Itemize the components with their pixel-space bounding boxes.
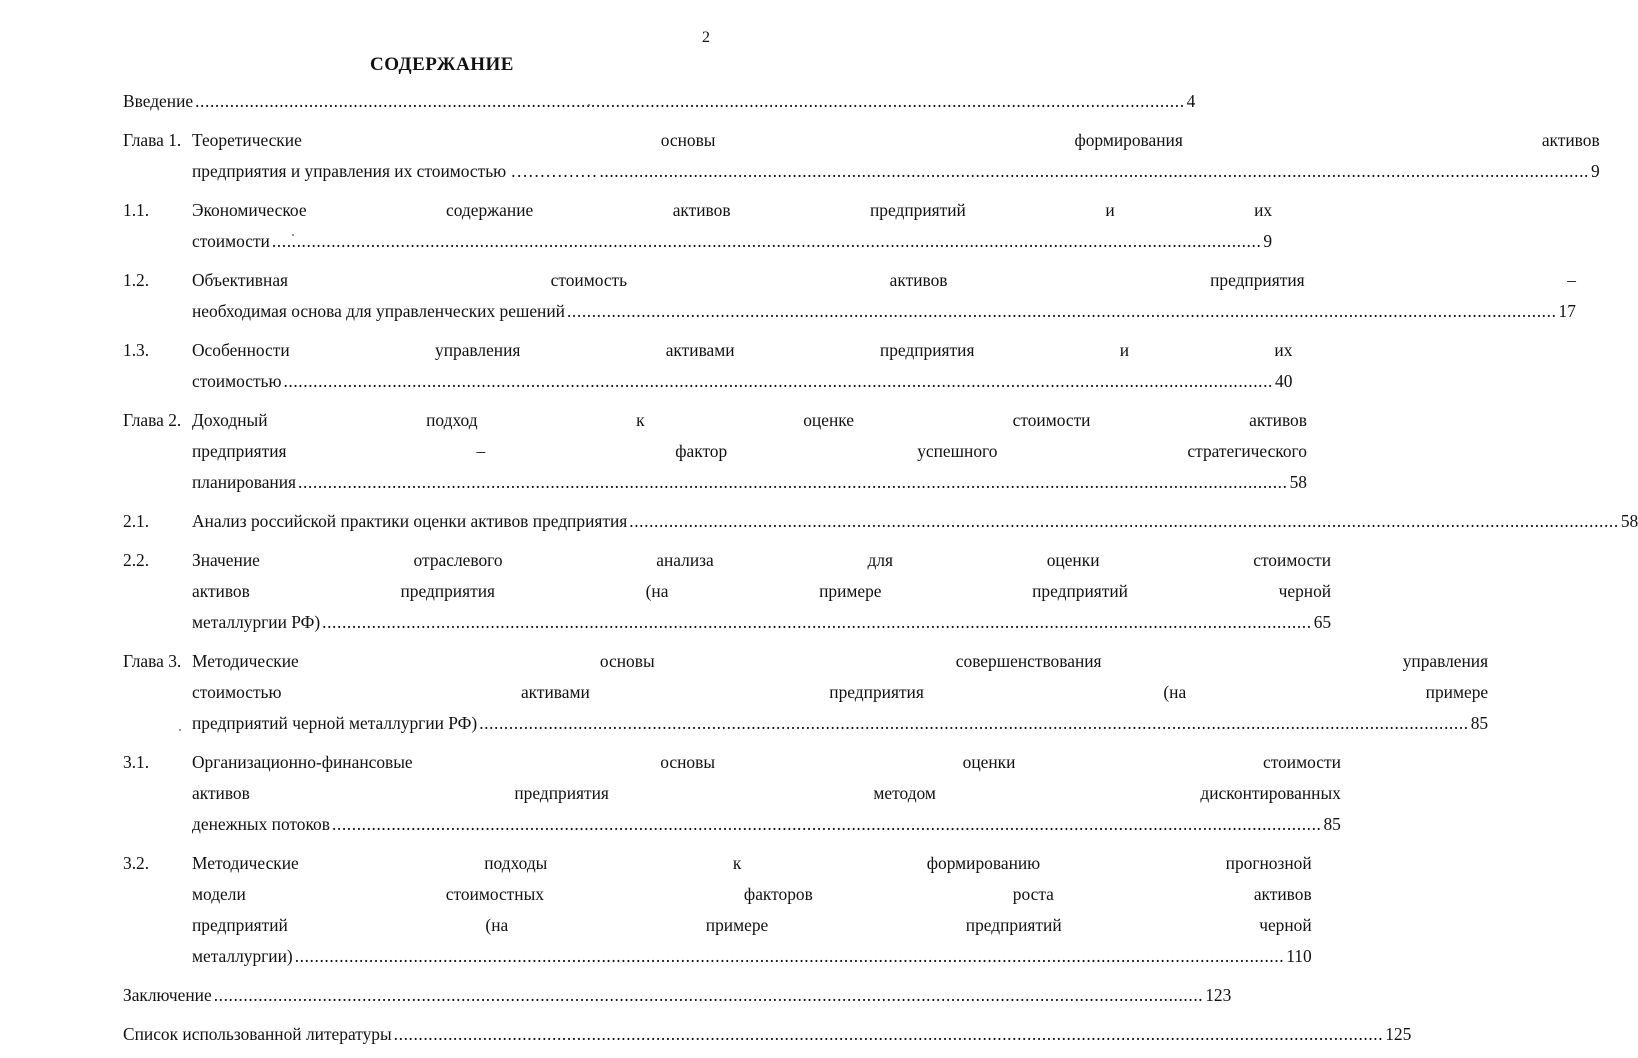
toc-entry-title: металлургии): [192, 946, 293, 966]
toc-entry-title: Заключение: [123, 985, 212, 1005]
dot-leader: [332, 809, 1322, 840]
toc-entry: [123, 1019, 1412, 1050]
toc-entry-body: [192, 545, 1331, 638]
toc-entry-number: Глава 2.: [123, 410, 182, 430]
toc-entry-line: активов предприятия (на примере предприятий черной: [192, 581, 1332, 601]
toc-page-number: 123: [1205, 985, 1232, 1005]
toc-leader-line: [192, 607, 1331, 638]
toc-leader-line: [123, 1019, 1412, 1050]
scan-speck: [588, 104, 590, 106]
toc-entry-body: [192, 195, 1272, 257]
toc-entry-line: предприятий (на примере предприятий черной: [192, 915, 1312, 935]
toc-entry-number: 1.3.: [123, 340, 150, 360]
toc-entry: [123, 195, 1273, 257]
dot-leader: [195, 86, 1185, 117]
toc-entry-title: денежных потоков: [192, 814, 330, 834]
toc-entry: [123, 405, 1307, 498]
toc-entry-title: предприятия и управления их стоимостью ……………: [192, 161, 598, 181]
toc-entry-line: Особенности управления активами предприятия и их: [192, 340, 1293, 360]
toc-entry: [123, 86, 1196, 117]
toc-entry-number: 1.2.: [123, 270, 150, 290]
toc-entry-body: [192, 848, 1312, 972]
toc-entry-title: Список использованной литературы: [123, 1024, 392, 1044]
toc-entry-number: 3.2.: [123, 853, 150, 873]
toc-entry-body: [192, 506, 1638, 537]
toc-page-number: 85: [1470, 713, 1489, 733]
toc-entry: [123, 545, 1332, 638]
toc-entry-line: предприятия – фактор успешного стратегического: [192, 441, 1307, 461]
toc-entry: [123, 747, 1341, 840]
toc-entry-line: Доходный подход к оценке стоимости активов: [192, 410, 1307, 430]
table-of-contents: [123, 86, 1638, 1058]
toc-leader-line: [192, 467, 1307, 498]
scan-speck: [179, 729, 181, 731]
toc-entry: [123, 506, 1638, 537]
toc-entry-title: планирования: [192, 472, 297, 492]
toc-page-number: 58: [1620, 511, 1638, 531]
toc-page-number: 9: [1590, 161, 1600, 181]
dot-leader: [214, 980, 1204, 1011]
scan-speck: [292, 234, 294, 236]
toc-page-number: 58: [1289, 472, 1307, 492]
toc-page-number: 9: [1263, 231, 1273, 251]
dot-leader: [599, 156, 1589, 187]
toc-entry-number: 3.1.: [123, 752, 150, 772]
toc-entry-line: Методические подходы к формированию прогнозной: [192, 853, 1312, 873]
toc-entry-title: предприятий черной металлургии РФ): [192, 713, 478, 733]
toc-leader-line: [192, 156, 1600, 187]
toc-leader-line: [192, 941, 1312, 972]
toc-entry-number: 2.1.: [123, 511, 150, 531]
toc-entry-body: [192, 405, 1307, 498]
toc-entry-title: Анализ российской практики оценки активов предприятия: [192, 511, 628, 531]
toc-entry-line: активов предприятия методом дисконтированных: [192, 783, 1341, 803]
toc-entry: [123, 980, 1232, 1011]
toc-leader-line: [192, 296, 1576, 327]
toc-entry-body: [192, 125, 1600, 187]
dot-leader: [322, 607, 1312, 638]
toc-leader-line: [192, 708, 1488, 739]
toc-leader-line: [123, 980, 1232, 1011]
toc-entry-line: Экономическое содержание активов предприятий и их: [192, 200, 1273, 220]
dot-leader: [272, 226, 1262, 257]
dot-leader: [629, 506, 1619, 537]
page-title: СОДЕРЖАНИЕ: [370, 54, 514, 75]
toc-entry-number: Глава 3.: [123, 651, 182, 671]
page-number: 2: [702, 29, 710, 46]
toc-page-number: 17: [1558, 301, 1576, 321]
toc-leader-line: [192, 366, 1292, 397]
dot-leader: [479, 708, 1469, 739]
toc-entry-title: металлургии РФ): [192, 612, 321, 632]
dot-leader: [567, 296, 1557, 327]
toc-entry-line: Организационно-финансовые основы оценки стоимости: [192, 752, 1341, 772]
toc-entry: [123, 335, 1293, 397]
toc-entry-body: [192, 747, 1341, 840]
toc-entry-number: 1.1.: [123, 200, 150, 220]
toc-entry: [123, 646, 1489, 739]
toc-leader-line: [192, 226, 1272, 257]
dot-leader: [394, 1019, 1384, 1050]
toc-page-number: 40: [1275, 371, 1293, 391]
toc-leader-line: [123, 86, 1196, 117]
toc-entry: [123, 848, 1312, 972]
toc-entry-body: [192, 646, 1488, 739]
toc-entry-line: Теоретические основы формирования активов: [192, 130, 1600, 150]
dot-leader: [283, 366, 1273, 397]
toc-entry-title: стоимостью: [192, 371, 282, 391]
toc-entry-line: Объективная стоимость активов предприятия –: [192, 270, 1576, 290]
toc-page-number: 125: [1385, 1024, 1412, 1044]
toc-entry: [123, 125, 1600, 187]
toc-entry-title: необходимая основа для управленческих решений: [192, 301, 565, 321]
toc-page-number: 4: [1186, 91, 1196, 111]
toc-entry-body: [192, 265, 1576, 327]
dot-leader: [298, 467, 1288, 498]
toc-page-number: 110: [1286, 946, 1312, 966]
toc-page-number: 65: [1313, 612, 1332, 632]
toc-entry-line: Методические основы совершенствования управления: [192, 651, 1489, 671]
toc-entry-line: стоимостью активами предприятия (на примере: [192, 682, 1489, 702]
toc-entry-number: Глава 1.: [123, 130, 182, 150]
toc-entry-body: [192, 335, 1292, 397]
toc-leader-line: [192, 809, 1341, 840]
toc-entry-title: Введение: [123, 91, 194, 111]
toc-entry-number: 2.2.: [123, 550, 150, 570]
toc-entry-line: модели стоимостных факторов роста активов: [192, 884, 1312, 904]
toc-page-number: 85: [1323, 814, 1341, 834]
toc-entry-line: Значение отраслевого анализа для оценки стоимости: [192, 550, 1332, 570]
toc-entry-title: стоимости: [192, 231, 270, 251]
dot-leader: [295, 941, 1285, 972]
toc-leader-line: [192, 506, 1638, 537]
toc-entry: [123, 265, 1576, 327]
